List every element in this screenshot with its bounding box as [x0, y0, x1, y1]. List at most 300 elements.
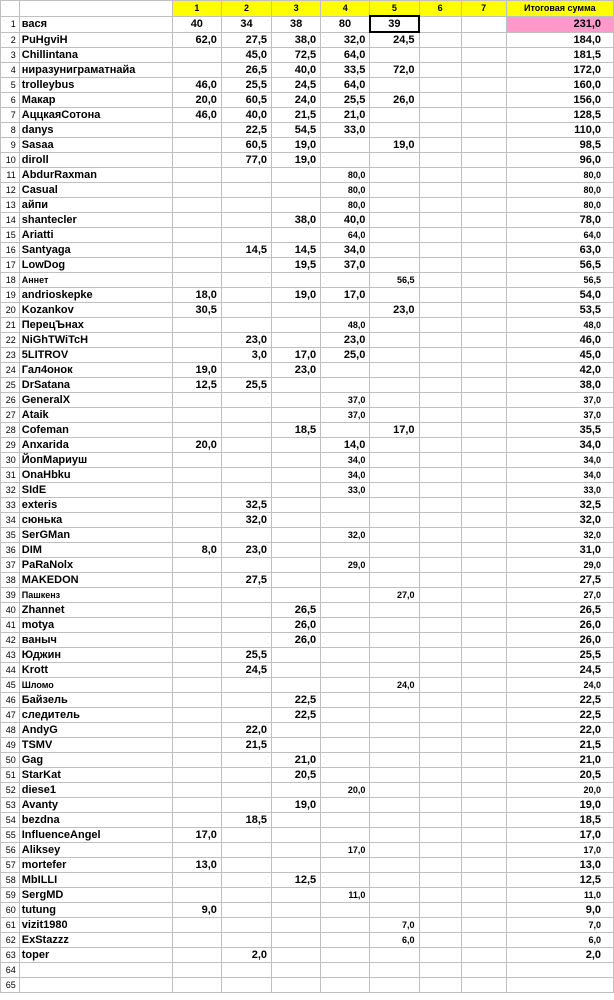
player-name-cell[interactable]: DIM — [19, 543, 172, 558]
round-1-score-cell[interactable] — [172, 63, 221, 78]
round-4-score-cell[interactable] — [321, 798, 370, 813]
row-number[interactable]: 2 — [1, 32, 20, 48]
round-7-score-cell[interactable] — [461, 468, 506, 483]
round-6-score-cell[interactable] — [419, 363, 461, 378]
header-name-cell[interactable] — [19, 1, 172, 17]
round-1-score-cell[interactable] — [172, 873, 221, 888]
round-2-score-cell[interactable]: 14,5 — [221, 243, 271, 258]
round-5-score-cell[interactable] — [370, 408, 419, 423]
row-number[interactable]: 26 — [1, 393, 20, 408]
round-5-score-cell[interactable] — [370, 648, 419, 663]
round-1-score-cell[interactable]: 19,0 — [172, 363, 221, 378]
total-score-cell[interactable]: 24,0 — [506, 678, 613, 693]
round-6-score-cell[interactable] — [419, 333, 461, 348]
round-2-score-cell[interactable] — [221, 753, 271, 768]
round-7-score-cell[interactable] — [461, 183, 506, 198]
round-2-score-cell[interactable] — [221, 693, 271, 708]
row-number[interactable]: 29 — [1, 438, 20, 453]
total-score-cell[interactable]: 27,5 — [506, 573, 613, 588]
round-5-score-cell[interactable] — [370, 453, 419, 468]
round-7-score-cell[interactable] — [461, 228, 506, 243]
round-1-score-cell[interactable] — [172, 648, 221, 663]
round-5-score-cell[interactable]: 26,0 — [370, 93, 419, 108]
total-score-cell[interactable]: 21,0 — [506, 753, 613, 768]
total-score-cell[interactable]: 22,5 — [506, 693, 613, 708]
round-3-score-cell[interactable]: 21,5 — [272, 108, 321, 123]
round-2-score-cell[interactable]: 23,0 — [221, 333, 271, 348]
round-2-score-cell[interactable]: 40,0 — [221, 108, 271, 123]
round-5-score-cell[interactable] — [370, 528, 419, 543]
round-5-score-cell[interactable] — [370, 363, 419, 378]
round-2-score-cell[interactable]: 60,5 — [221, 93, 271, 108]
total-score-cell[interactable]: 24,5 — [506, 663, 613, 678]
round-6-score-cell[interactable] — [419, 168, 461, 183]
round-2-score-cell[interactable] — [221, 168, 271, 183]
round-6-score-cell[interactable] — [419, 798, 461, 813]
round-3-score-cell[interactable] — [272, 978, 321, 993]
round-4-score-cell[interactable]: 40,0 — [321, 213, 370, 228]
row-number[interactable]: 40 — [1, 603, 20, 618]
round-5-score-cell[interactable] — [370, 228, 419, 243]
row-number[interactable]: 46 — [1, 693, 20, 708]
round-4-score-cell[interactable]: 80,0 — [321, 168, 370, 183]
round-6-score-cell[interactable] — [419, 633, 461, 648]
round-1-score-cell[interactable]: 40 — [172, 16, 221, 32]
round-2-score-cell[interactable] — [221, 288, 271, 303]
round-3-score-cell[interactable] — [272, 528, 321, 543]
round-2-score-cell[interactable] — [221, 768, 271, 783]
round-6-score-cell[interactable] — [419, 978, 461, 993]
round-2-score-cell[interactable] — [221, 918, 271, 933]
round-1-score-cell[interactable]: 17,0 — [172, 828, 221, 843]
round-3-score-cell[interactable] — [272, 183, 321, 198]
round-2-score-cell[interactable] — [221, 363, 271, 378]
round-2-score-cell[interactable] — [221, 783, 271, 798]
round-6-score-cell[interactable] — [419, 423, 461, 438]
round-4-score-cell[interactable]: 48,0 — [321, 318, 370, 333]
round-3-score-cell[interactable]: 14,5 — [272, 243, 321, 258]
round-3-score-cell[interactable]: 26,5 — [272, 603, 321, 618]
round-1-score-cell[interactable] — [172, 663, 221, 678]
round-7-score-cell[interactable] — [461, 738, 506, 753]
round-6-score-cell[interactable] — [419, 16, 461, 32]
column-header-4[interactable]: 4 — [321, 1, 370, 17]
round-7-score-cell[interactable] — [461, 16, 506, 32]
round-6-score-cell[interactable] — [419, 378, 461, 393]
row-number[interactable]: 10 — [1, 153, 20, 168]
round-1-score-cell[interactable] — [172, 948, 221, 963]
round-3-score-cell[interactable] — [272, 828, 321, 843]
round-2-score-cell[interactable]: 3,0 — [221, 348, 271, 363]
round-4-score-cell[interactable]: 37,0 — [321, 393, 370, 408]
round-1-score-cell[interactable] — [172, 348, 221, 363]
round-5-score-cell[interactable] — [370, 663, 419, 678]
round-7-score-cell[interactable] — [461, 843, 506, 858]
round-7-score-cell[interactable] — [461, 513, 506, 528]
total-score-cell[interactable]: 48,0 — [506, 318, 613, 333]
row-number[interactable]: 43 — [1, 648, 20, 663]
row-number[interactable]: 23 — [1, 348, 20, 363]
total-score-cell[interactable]: 35,5 — [506, 423, 613, 438]
player-name-cell[interactable] — [19, 963, 172, 978]
row-number[interactable]: 13 — [1, 198, 20, 213]
round-1-score-cell[interactable] — [172, 423, 221, 438]
round-2-score-cell[interactable] — [221, 858, 271, 873]
round-7-score-cell[interactable] — [461, 303, 506, 318]
round-3-score-cell[interactable]: 22,5 — [272, 693, 321, 708]
round-4-score-cell[interactable] — [321, 498, 370, 513]
round-2-score-cell[interactable]: 23,0 — [221, 543, 271, 558]
total-score-cell[interactable]: 80,0 — [506, 198, 613, 213]
round-5-score-cell[interactable] — [370, 393, 419, 408]
round-7-score-cell[interactable] — [461, 888, 506, 903]
round-7-score-cell[interactable] — [461, 423, 506, 438]
player-name-cell[interactable]: Anxarida — [19, 438, 172, 453]
round-6-score-cell[interactable] — [419, 678, 461, 693]
row-number[interactable]: 42 — [1, 633, 20, 648]
round-5-score-cell[interactable] — [370, 963, 419, 978]
round-7-score-cell[interactable] — [461, 693, 506, 708]
total-score-cell[interactable]: 96,0 — [506, 153, 613, 168]
round-2-score-cell[interactable] — [221, 798, 271, 813]
round-3-score-cell[interactable] — [272, 273, 321, 288]
round-1-score-cell[interactable] — [172, 468, 221, 483]
round-2-score-cell[interactable] — [221, 978, 271, 993]
round-4-score-cell[interactable]: 64,0 — [321, 78, 370, 93]
round-7-score-cell[interactable] — [461, 32, 506, 48]
round-4-score-cell[interactable] — [321, 303, 370, 318]
round-7-score-cell[interactable] — [461, 618, 506, 633]
round-3-score-cell[interactable]: 12,5 — [272, 873, 321, 888]
round-4-score-cell[interactable] — [321, 723, 370, 738]
round-2-score-cell[interactable]: 27,5 — [221, 573, 271, 588]
round-7-score-cell[interactable] — [461, 783, 506, 798]
round-3-score-cell[interactable]: 40,0 — [272, 63, 321, 78]
round-5-score-cell[interactable] — [370, 78, 419, 93]
round-2-score-cell[interactable] — [221, 198, 271, 213]
round-5-score-cell[interactable] — [370, 753, 419, 768]
round-6-score-cell[interactable] — [419, 78, 461, 93]
round-7-score-cell[interactable] — [461, 108, 506, 123]
round-4-score-cell[interactable] — [321, 918, 370, 933]
round-2-score-cell[interactable]: 2,0 — [221, 948, 271, 963]
round-4-score-cell[interactable]: 37,0 — [321, 408, 370, 423]
round-2-score-cell[interactable] — [221, 528, 271, 543]
round-2-score-cell[interactable]: 25,5 — [221, 78, 271, 93]
player-name-cell[interactable]: Kozankov — [19, 303, 172, 318]
round-5-score-cell[interactable]: 17,0 — [370, 423, 419, 438]
row-number[interactable]: 4 — [1, 63, 20, 78]
player-name-cell[interactable]: ЙопМариуш — [19, 453, 172, 468]
round-2-score-cell[interactable] — [221, 558, 271, 573]
round-5-score-cell[interactable] — [370, 768, 419, 783]
total-score-cell[interactable]: 32,0 — [506, 528, 613, 543]
round-4-score-cell[interactable] — [321, 738, 370, 753]
total-score-cell[interactable]: 32,0 — [506, 513, 613, 528]
round-5-score-cell[interactable] — [370, 603, 419, 618]
round-7-score-cell[interactable] — [461, 948, 506, 963]
round-6-score-cell[interactable] — [419, 453, 461, 468]
round-4-score-cell[interactable]: 33,5 — [321, 63, 370, 78]
round-7-score-cell[interactable] — [461, 78, 506, 93]
round-6-score-cell[interactable] — [419, 648, 461, 663]
round-6-score-cell[interactable] — [419, 918, 461, 933]
round-6-score-cell[interactable] — [419, 963, 461, 978]
total-score-cell[interactable]: 160,0 — [506, 78, 613, 93]
round-4-score-cell[interactable] — [321, 963, 370, 978]
round-4-score-cell[interactable]: 80,0 — [321, 183, 370, 198]
round-3-score-cell[interactable] — [272, 738, 321, 753]
round-7-score-cell[interactable] — [461, 393, 506, 408]
round-7-score-cell[interactable] — [461, 678, 506, 693]
round-7-score-cell[interactable] — [461, 168, 506, 183]
round-6-score-cell[interactable] — [419, 873, 461, 888]
round-4-score-cell[interactable]: 21,0 — [321, 108, 370, 123]
round-3-score-cell[interactable] — [272, 198, 321, 213]
total-score-cell[interactable]: 22,5 — [506, 708, 613, 723]
round-6-score-cell[interactable] — [419, 813, 461, 828]
round-4-score-cell[interactable]: 25,0 — [321, 348, 370, 363]
round-5-score-cell[interactable] — [370, 333, 419, 348]
round-4-score-cell[interactable] — [321, 273, 370, 288]
round-6-score-cell[interactable] — [419, 948, 461, 963]
round-1-score-cell[interactable] — [172, 168, 221, 183]
row-number[interactable]: 22 — [1, 333, 20, 348]
player-name-cell[interactable]: ниразуниграматнайа — [19, 63, 172, 78]
round-2-score-cell[interactable]: 60,5 — [221, 138, 271, 153]
round-4-score-cell[interactable]: 11,0 — [321, 888, 370, 903]
row-number[interactable]: 41 — [1, 618, 20, 633]
round-7-score-cell[interactable] — [461, 258, 506, 273]
round-3-score-cell[interactable] — [272, 453, 321, 468]
round-6-score-cell[interactable] — [419, 498, 461, 513]
round-1-score-cell[interactable] — [172, 198, 221, 213]
total-score-cell[interactable]: 184,0 — [506, 32, 613, 48]
player-name-cell[interactable]: ваныч — [19, 633, 172, 648]
round-4-score-cell[interactable]: 25,5 — [321, 93, 370, 108]
round-5-score-cell[interactable] — [370, 288, 419, 303]
round-3-score-cell[interactable]: 19,5 — [272, 258, 321, 273]
round-5-score-cell[interactable] — [370, 693, 419, 708]
round-2-score-cell[interactable] — [221, 708, 271, 723]
player-name-cell[interactable]: 5LITROV — [19, 348, 172, 363]
round-3-score-cell[interactable]: 38 — [272, 16, 321, 32]
round-5-score-cell[interactable] — [370, 183, 419, 198]
round-7-score-cell[interactable] — [461, 48, 506, 63]
row-number[interactable]: 12 — [1, 183, 20, 198]
row-number[interactable]: 15 — [1, 228, 20, 243]
row-number[interactable]: 53 — [1, 798, 20, 813]
round-5-score-cell[interactable]: 39 — [370, 16, 419, 32]
player-name-cell[interactable]: АццкаяСотона — [19, 108, 172, 123]
round-6-score-cell[interactable] — [419, 723, 461, 738]
round-1-score-cell[interactable]: 46,0 — [172, 108, 221, 123]
round-2-score-cell[interactable] — [221, 468, 271, 483]
round-5-score-cell[interactable] — [370, 558, 419, 573]
round-1-score-cell[interactable] — [172, 723, 221, 738]
round-5-score-cell[interactable] — [370, 213, 419, 228]
total-score-cell[interactable]: 37,0 — [506, 393, 613, 408]
player-name-cell[interactable]: PaRaNolx — [19, 558, 172, 573]
round-3-score-cell[interactable]: 26,0 — [272, 618, 321, 633]
player-name-cell[interactable]: vizit1980 — [19, 918, 172, 933]
round-2-score-cell[interactable]: 34 — [221, 16, 271, 32]
round-5-score-cell[interactable] — [370, 783, 419, 798]
total-score-cell[interactable]: 80,0 — [506, 183, 613, 198]
round-4-score-cell[interactable] — [321, 858, 370, 873]
round-6-score-cell[interactable] — [419, 933, 461, 948]
round-5-score-cell[interactable]: 27,0 — [370, 588, 419, 603]
round-4-score-cell[interactable] — [321, 873, 370, 888]
round-5-score-cell[interactable] — [370, 633, 419, 648]
round-4-score-cell[interactable]: 23,0 — [321, 333, 370, 348]
round-3-score-cell[interactable] — [272, 393, 321, 408]
round-3-score-cell[interactable] — [272, 948, 321, 963]
round-4-score-cell[interactable]: 80,0 — [321, 198, 370, 213]
round-4-score-cell[interactable]: 34,0 — [321, 468, 370, 483]
round-1-score-cell[interactable]: 62,0 — [172, 32, 221, 48]
round-6-score-cell[interactable] — [419, 483, 461, 498]
player-name-cell[interactable]: Байзель — [19, 693, 172, 708]
round-1-score-cell[interactable] — [172, 528, 221, 543]
round-7-score-cell[interactable] — [461, 363, 506, 378]
round-1-score-cell[interactable]: 46,0 — [172, 78, 221, 93]
total-score-cell[interactable]: 98,5 — [506, 138, 613, 153]
round-4-score-cell[interactable] — [321, 768, 370, 783]
round-2-score-cell[interactable]: 32,0 — [221, 513, 271, 528]
round-7-score-cell[interactable] — [461, 243, 506, 258]
row-number[interactable]: 7 — [1, 108, 20, 123]
player-name-cell[interactable]: MAKEDON — [19, 573, 172, 588]
round-1-score-cell[interactable]: 13,0 — [172, 858, 221, 873]
round-3-score-cell[interactable]: 19,0 — [272, 288, 321, 303]
total-score-cell[interactable]: 9,0 — [506, 903, 613, 918]
row-number[interactable]: 57 — [1, 858, 20, 873]
round-1-score-cell[interactable] — [172, 693, 221, 708]
round-5-score-cell[interactable] — [370, 198, 419, 213]
total-score-cell[interactable]: 172,0 — [506, 63, 613, 78]
total-score-cell[interactable]: 53,5 — [506, 303, 613, 318]
round-3-score-cell[interactable]: 24,5 — [272, 78, 321, 93]
round-7-score-cell[interactable] — [461, 288, 506, 303]
round-2-score-cell[interactable]: 25,5 — [221, 378, 271, 393]
round-4-score-cell[interactable] — [321, 693, 370, 708]
player-name-cell[interactable]: Krott — [19, 663, 172, 678]
round-7-score-cell[interactable] — [461, 813, 506, 828]
round-4-score-cell[interactable] — [321, 378, 370, 393]
round-4-score-cell[interactable] — [321, 138, 370, 153]
total-score-cell[interactable]: 31,0 — [506, 543, 613, 558]
player-name-cell[interactable]: следитель — [19, 708, 172, 723]
round-6-score-cell[interactable] — [419, 93, 461, 108]
total-score-cell[interactable]: 128,5 — [506, 108, 613, 123]
round-7-score-cell[interactable] — [461, 723, 506, 738]
round-6-score-cell[interactable] — [419, 408, 461, 423]
round-1-score-cell[interactable] — [172, 513, 221, 528]
round-6-score-cell[interactable] — [419, 858, 461, 873]
round-1-score-cell[interactable] — [172, 933, 221, 948]
round-4-score-cell[interactable] — [321, 753, 370, 768]
round-3-score-cell[interactable] — [272, 318, 321, 333]
player-name-cell[interactable]: MbILLI — [19, 873, 172, 888]
round-5-score-cell[interactable]: 7,0 — [370, 918, 419, 933]
round-5-score-cell[interactable] — [370, 258, 419, 273]
round-3-score-cell[interactable] — [272, 663, 321, 678]
round-4-score-cell[interactable]: 17,0 — [321, 843, 370, 858]
round-6-score-cell[interactable] — [419, 108, 461, 123]
round-5-score-cell[interactable] — [370, 153, 419, 168]
round-1-score-cell[interactable] — [172, 48, 221, 63]
round-1-score-cell[interactable] — [172, 708, 221, 723]
round-3-score-cell[interactable] — [272, 888, 321, 903]
round-2-score-cell[interactable]: 25,5 — [221, 648, 271, 663]
player-name-cell[interactable]: Zhannet — [19, 603, 172, 618]
player-name-cell[interactable]: motya — [19, 618, 172, 633]
round-3-score-cell[interactable] — [272, 168, 321, 183]
round-3-score-cell[interactable]: 26,0 — [272, 633, 321, 648]
player-name-cell[interactable]: diese1 — [19, 783, 172, 798]
round-1-score-cell[interactable] — [172, 408, 221, 423]
round-4-score-cell[interactable] — [321, 828, 370, 843]
total-score-cell[interactable]: 2,0 — [506, 948, 613, 963]
round-2-score-cell[interactable] — [221, 483, 271, 498]
round-2-score-cell[interactable] — [221, 453, 271, 468]
round-2-score-cell[interactable] — [221, 603, 271, 618]
round-3-score-cell[interactable] — [272, 468, 321, 483]
round-2-score-cell[interactable] — [221, 258, 271, 273]
total-score-cell[interactable] — [506, 963, 613, 978]
round-7-score-cell[interactable] — [461, 408, 506, 423]
round-6-score-cell[interactable] — [419, 543, 461, 558]
round-3-score-cell[interactable]: 22,5 — [272, 708, 321, 723]
player-name-cell[interactable]: exteris — [19, 498, 172, 513]
player-name-cell[interactable]: SerGMan — [19, 528, 172, 543]
round-3-score-cell[interactable]: 38,0 — [272, 213, 321, 228]
player-name-cell[interactable]: toper — [19, 948, 172, 963]
round-1-score-cell[interactable] — [172, 498, 221, 513]
total-score-cell[interactable]: 19,0 — [506, 798, 613, 813]
round-4-score-cell[interactable]: 17,0 — [321, 288, 370, 303]
round-2-score-cell[interactable] — [221, 618, 271, 633]
total-score-cell[interactable]: 25,5 — [506, 648, 613, 663]
round-5-score-cell[interactable] — [370, 828, 419, 843]
round-1-score-cell[interactable] — [172, 843, 221, 858]
row-number[interactable]: 35 — [1, 528, 20, 543]
round-7-score-cell[interactable] — [461, 828, 506, 843]
round-5-score-cell[interactable] — [370, 348, 419, 363]
player-name-cell[interactable] — [19, 978, 172, 993]
round-7-score-cell[interactable] — [461, 858, 506, 873]
player-name-cell[interactable]: Пашкенз — [19, 588, 172, 603]
total-score-cell[interactable]: 42,0 — [506, 363, 613, 378]
round-5-score-cell[interactable]: 24,5 — [370, 32, 419, 48]
player-name-cell[interactable]: Ariatti — [19, 228, 172, 243]
round-2-score-cell[interactable] — [221, 183, 271, 198]
total-score-cell[interactable]: 156,0 — [506, 93, 613, 108]
row-number[interactable]: 11 — [1, 168, 20, 183]
round-6-score-cell[interactable] — [419, 318, 461, 333]
round-7-score-cell[interactable] — [461, 498, 506, 513]
round-7-score-cell[interactable] — [461, 603, 506, 618]
round-4-score-cell[interactable]: 20,0 — [321, 783, 370, 798]
round-6-score-cell[interactable] — [419, 48, 461, 63]
round-3-score-cell[interactable]: 18,5 — [272, 423, 321, 438]
player-name-cell[interactable]: LowDog — [19, 258, 172, 273]
player-name-cell[interactable]: OnaHbku — [19, 468, 172, 483]
round-3-score-cell[interactable] — [272, 483, 321, 498]
round-1-score-cell[interactable] — [172, 768, 221, 783]
row-number[interactable]: 59 — [1, 888, 20, 903]
